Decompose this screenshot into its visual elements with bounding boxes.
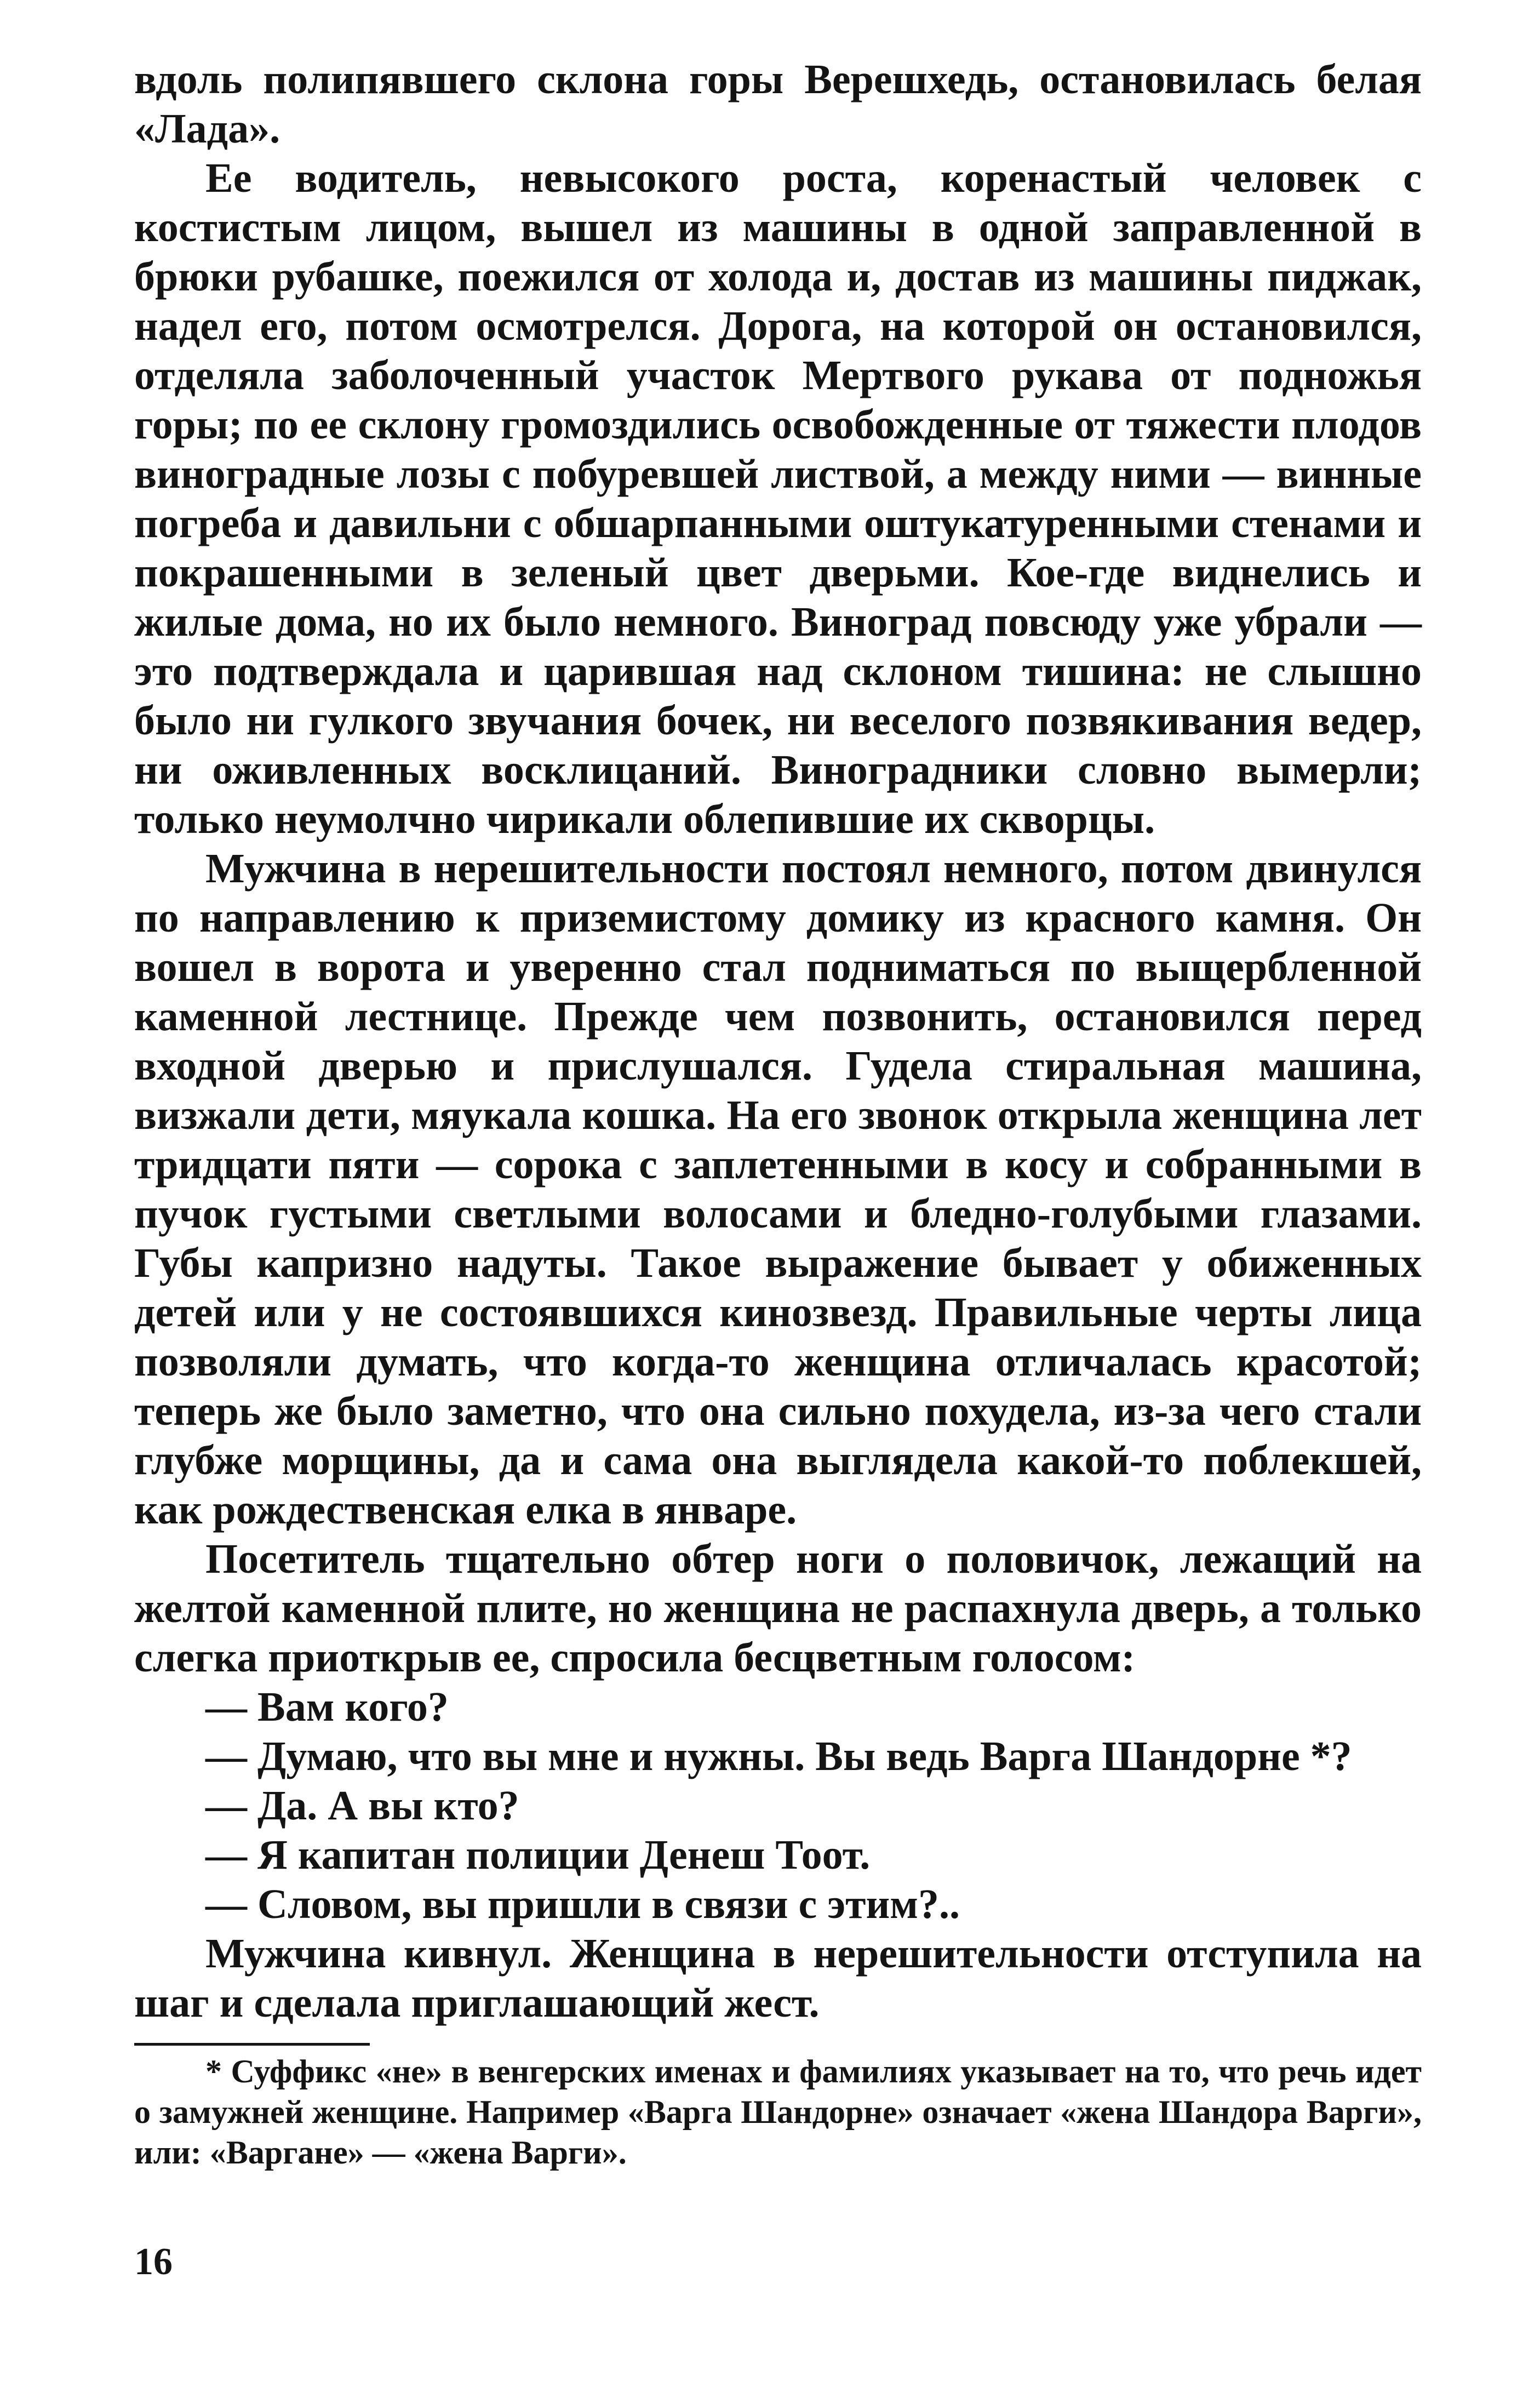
paragraph-4: Посетитель тщательно обтер ноги о половичок, лежащий на желтой каменной плите, но женщина не распахнула дверь, а только слегка приоткрыв ее, спросила бесцветным голосом: [134, 1536, 1422, 1681]
page-number: 16 [134, 2241, 173, 2283]
paragraph-1: вдоль полипявшего склона горы Верешхедь, остановилась белая «Лада». [134, 56, 1422, 152]
dialogue-line-5: — Словом, вы пришли в связи с этим?.. [205, 1881, 960, 1927]
dialogue-line-2: — Думаю, что вы мне и нужны. Вы ведь Варга Шандорне *? [205, 1733, 1352, 1779]
dialogue-line-1: — Вам кого? [205, 1684, 449, 1730]
closing-paragraph: Мужчина кивнул. Женщина в нерешительности отступила на шаг и сделала приглашающий жест. [134, 1931, 1422, 2026]
footnote: * Суффикс «не» в венгерских именах и фамилиях указывает на то, что речь идет о замужней женщине. Например «Варга Шандорне» означает «жена Шандора Варги», или: «Варгане» — «жена Варги». [134, 2053, 1422, 2171]
footnote-divider [134, 2043, 370, 2046]
paragraph-3: Мужчина в нерешительности постоял немного, потом двинулся по направлению к приземистому домику из красного камня. Он вошел в ворота и уверенно стал подниматься по выщербленной каменной лестнице. Прежде чем позвонить, остановился перед входной дверью и прислушался. Гудела стиральная машина, визжали дети, мяукала кошка. На его звонок открыла женщина лет тридцати пяти — сорока с заплетенными в косу и собранными в пучок густыми светлыми волосами и бледно-голубыми глазами. Губы капризно надуты. Такое выражение бывает у обиженных детей или у не состоявшихся кинозвезд. Правильные черты лица позволяли думать, что когда-то женщина отличалась красотой; теперь же было заметно, что она сильно похудела, из-за чего стали глубже морщины, да и сама она выглядела какой-то поблекшей, как рождественская елка в январе. [134, 846, 1422, 1533]
page-text [134, 55, 1422, 2173]
dialogue-line-4: — Я капитан полиции Денеш Тоот. [205, 1832, 871, 1878]
paragraph-2: Ее водитель, невысокого роста, коренастый человек с костистым лицом, вышел из машины в одной заправленной в брюки рубашке, поежился от холода и, достав из машины пиджак, надел его, потом осмотрелся. Дорога, на которой он остановился, отделяла заболоченный участок Мертвого рукава от подножья горы; по ее склону громоздились освобожденные от тяжести плодов виноградные лозы с побуревшей листвой, а между ними — винные погреба и давильни с обшарпанными оштукатуренными стенами и покрашенными в зеленый цвет дверьми. Кое-где виднелись и жилые дома, но их было немного. Виноград повсюду уже убрали — это подтверждала и царившая над склоном тишина: не слышно было ни гулкого звучания бочек, ни веселого позвякивания ведер, ни оживленных восклицаний. Виноградники словно вымерли; только неумолчно чирикали облепившие их скворцы. [134, 155, 1422, 842]
dialogue-line-3: — Да. А вы кто? [205, 1783, 519, 1829]
